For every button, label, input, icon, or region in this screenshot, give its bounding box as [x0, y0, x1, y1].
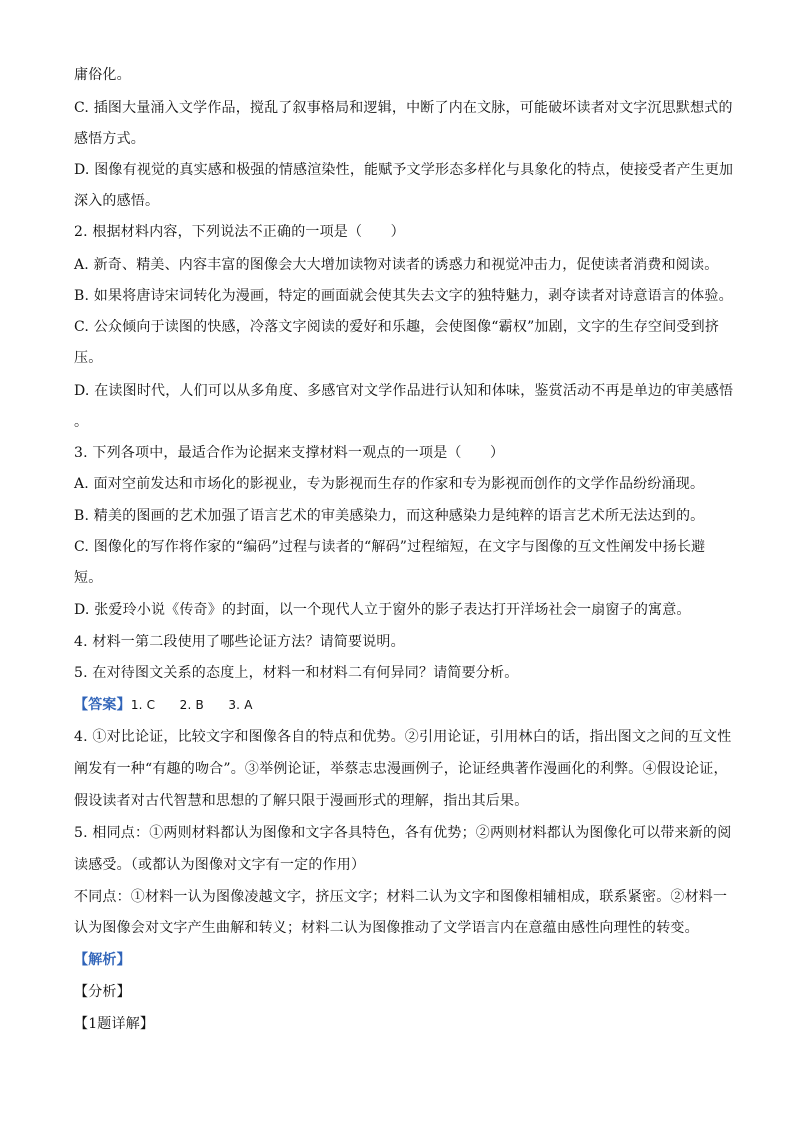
text-line: 感悟方式。 [74, 131, 145, 147]
answer-text: 1. C 2. B 3. A [130, 698, 253, 712]
text-line: 阐发有一种“有趣的吻合”。③举例论证，举蔡志忠漫画例子，论证经典著作漫画化的利弊。④假设论证， [74, 761, 728, 777]
question-3: 3. 下列各项中，最适合作为论据来支撑材料一观点的一项是（ ） [74, 445, 505, 461]
question-5: 5. 在对待图文关系的态度上，材料一和材料二有何异同？请简要分析。 [74, 665, 519, 681]
option-d: D. 张爱玲小说《传奇》的封面，以一个现代人立于窗外的影子表达打开洋场社会一扇窗子的寓意。 [74, 602, 691, 618]
answer-5: 5. 相同点：①两则材料都认为图像和文字各具特色，各有优势；②两则材料都认为图像化可以带来新的阅 [74, 825, 732, 841]
answer-line [74, 697, 724, 713]
text-line: 假设读者对古代智慧和思想的了解只限于漫画形式的理解，指出其后果。 [74, 793, 529, 809]
answer-4: 4. ①对比论证，比较文字和图像各自的特点和优势。②引用论证，引用林白的话，指出图文之间的互文性 [74, 729, 732, 745]
option-b: B. 如果将唐诗宋词转化为漫画，特定的画面就会使其失去文字的独特魅力，剥夺读者对诗意语言的体验。 [74, 288, 733, 304]
analysis-heading: 【分析】 [74, 984, 131, 1000]
option-b: B. 精美的图画的艺术加强了语言艺术的审美感染力，而这种感染力是纯粹的语言艺术所无法达到的。 [74, 508, 705, 524]
text-line: 短。 [74, 570, 103, 586]
question-4: 4. 材料一第二段使用了哪些论证方法？请简要说明。 [74, 634, 405, 650]
detail-heading: 【1题详解】 [74, 1016, 155, 1032]
option-c: C. 插图大量涌入文学作品，搅乱了叙事格局和逻辑，中断了内在文脉，可能破坏读者对文字沉思默想式的 [74, 100, 733, 116]
text-line: 庸俗化。 [74, 67, 131, 83]
option-d: D. 图像有视觉的真实感和极强的情感渲染性，能赋予文学形态多样化与具象化的特点，使接受者产生更加 [74, 162, 734, 178]
analysis-label: 【解析】 [74, 952, 131, 968]
text-line: 不同点：①材料一认为图像凌越文字，挤压文字；材料二认为文字和图像相辅相成，联系紧密。②材料一 [74, 889, 728, 905]
answer-label: 【答案】 [74, 697, 131, 713]
text-line: 。 [74, 414, 89, 430]
text-line: 读感受。（或都认为图像对文字有一定的作用） [74, 857, 366, 873]
option-a: A. 面对空前发达和市场化的影视业，专为影视而生存的作家和专为影视而创作的文学作品纷纷涌现。 [74, 476, 705, 492]
option-d: D. 在读图时代，人们可以从多角度、多感官对文学作品进行认知和体味，鉴赏活动不再是单边的审美感悟 [74, 383, 734, 399]
text-line: 压。 [74, 350, 103, 366]
option-a: A. 新奇、精美、内容丰富的图像会大大增加读物对读者的诱惑力和视觉冲击力，促使读者消费和阅读。 [74, 257, 719, 273]
text-line: 认为图像会对文字产生曲解和转义；材料二认为图像推动了文学语言内在意蕴由感性向理性的转变。 [74, 920, 699, 936]
question-2: 2. 根据材料内容，下列说法不正确的一项是（ ） [74, 224, 405, 240]
option-c: C. 公众倾向于读图的快感，冷落文字阅读的爱好和乐趣，会使图像“霸权”加剧，文字的生存空间受到挤 [74, 319, 720, 335]
option-c: C. 图像化的写作将作家的“编码”过程与读者的“解码”过程缩短，在文字与图像的互文性阐发中扬长避 [74, 539, 706, 555]
text-line: 深入的感悟。 [74, 193, 160, 209]
